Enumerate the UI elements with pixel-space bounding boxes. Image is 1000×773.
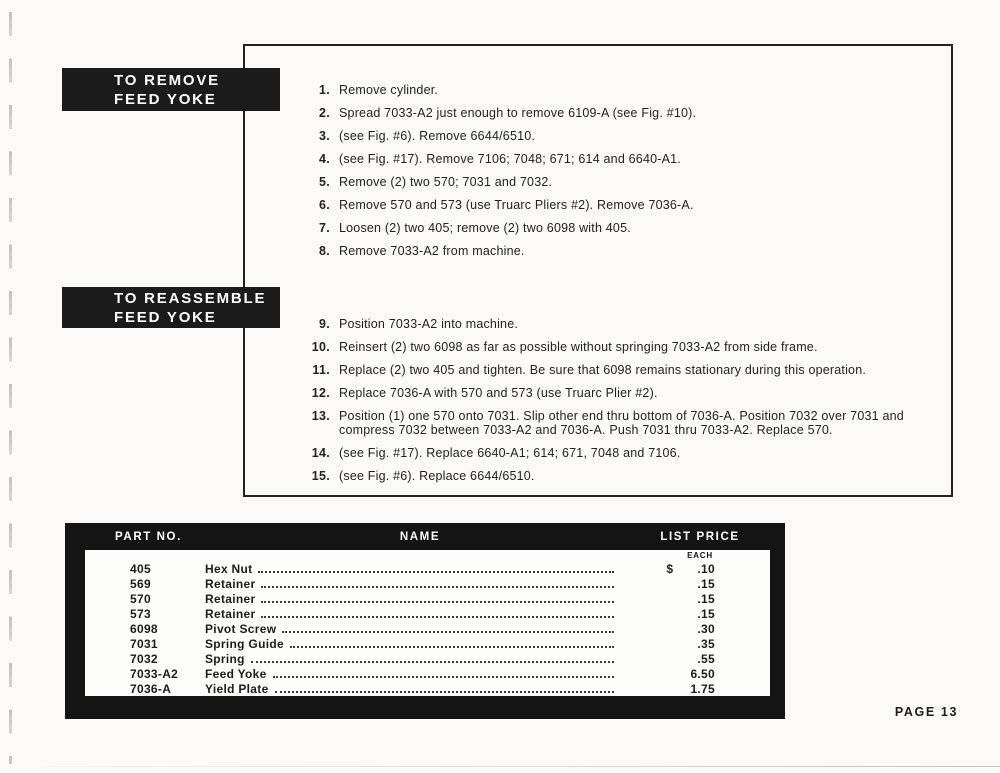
- step-number: 13.: [311, 409, 330, 423]
- cell-part-no: 7031: [130, 637, 158, 651]
- remove-steps-list: [300, 83, 936, 267]
- step-item: [300, 152, 936, 166]
- cell-price: [620, 652, 715, 667]
- cell-price: [620, 592, 715, 607]
- cell-name: [205, 577, 620, 592]
- step-text: Replace (2) two 405 and tighten. Be sure that 6098 remains stationary during this operation.: [339, 363, 867, 377]
- table-row: [85, 637, 770, 652]
- dot-leader: [290, 646, 614, 648]
- cell-name: [205, 592, 620, 607]
- part-name-text: Spring: [205, 652, 245, 666]
- step-number: 15.: [311, 469, 330, 483]
- section-title-line: FEED YOKE: [114, 308, 217, 326]
- step-item: [300, 221, 936, 235]
- step-item: [300, 198, 936, 212]
- price-value: .15: [697, 592, 715, 606]
- column-header-list-price: LIST PRICE: [660, 530, 740, 543]
- each-label: EACH: [687, 551, 713, 560]
- table-row: [85, 577, 770, 592]
- step-number: 3.: [318, 129, 330, 143]
- section-title-line: FEED YOKE: [114, 90, 217, 108]
- step-item: [300, 175, 936, 189]
- part-name-text: Retainer: [205, 607, 256, 621]
- price-value: 6.50: [690, 667, 715, 681]
- table-row: [85, 652, 770, 667]
- cell-part-no: 7032: [130, 652, 158, 666]
- price-value: .35: [697, 637, 715, 651]
- step-number: 8.: [318, 244, 330, 258]
- table-row: [85, 622, 770, 637]
- dot-leader: [258, 571, 614, 573]
- parts-price-table: [65, 523, 785, 719]
- parts-table-header: [65, 523, 785, 550]
- cell-name: [205, 562, 620, 577]
- cell-price: [620, 607, 715, 622]
- cell-name: [205, 652, 620, 667]
- column-header-name: NAME: [399, 530, 441, 543]
- price-value: .10: [697, 562, 715, 576]
- cell-price: [620, 682, 715, 697]
- step-number: 2.: [318, 106, 330, 120]
- step-text: Spread 7033-A2 just enough to remove 6109-A (see Fig. #10).: [339, 106, 697, 120]
- dot-leader: [261, 616, 614, 618]
- step-item: [300, 363, 936, 377]
- dot-leader: [261, 601, 614, 603]
- step-number: 4.: [318, 152, 330, 166]
- step-text: Position (1) one 570 onto 7031. Slip other end thru bottom of 7036-A. Position 7032 over 7031 and compress 7032 between 7033-A2 and 7036-A. Push 7031 thru 7033-A2. Replace 570.: [339, 409, 904, 437]
- cell-part-no: 7033-A2: [130, 667, 179, 681]
- part-name-text: Retainer: [205, 577, 256, 591]
- cell-price: [620, 637, 715, 652]
- parts-table-body-panel: [85, 550, 770, 696]
- parts-table-rows: [85, 562, 770, 697]
- table-row: [85, 562, 770, 577]
- step-item: [300, 446, 936, 460]
- price-value: 1.75: [690, 682, 715, 696]
- table-row: [85, 682, 770, 697]
- dot-leader: [261, 586, 614, 588]
- cell-part-no: 570: [130, 592, 151, 606]
- section-title-line: TO REMOVE: [114, 71, 220, 89]
- cell-name: [205, 667, 620, 682]
- column-header-part-no: PART NO.: [115, 530, 182, 543]
- step-number: 1.: [318, 83, 330, 97]
- step-item: [300, 469, 936, 483]
- cell-name: [205, 622, 620, 637]
- step-number: 6.: [318, 198, 330, 212]
- price-value: .15: [697, 577, 715, 591]
- dot-leader: [251, 661, 614, 663]
- step-item: [300, 106, 936, 120]
- step-text: Remove cylinder.: [339, 83, 439, 97]
- cell-part-no: 405: [130, 562, 151, 576]
- cell-name: [205, 607, 620, 622]
- step-item: [300, 129, 936, 143]
- step-text: (see Fig. #6). Remove 6644/6510.: [339, 129, 536, 143]
- step-item: [300, 244, 936, 258]
- step-text: (see Fig. #17). Replace 6640-A1; 614; 671, 7048 and 7106.: [339, 446, 681, 460]
- step-number: 10.: [311, 340, 330, 354]
- step-text: Remove (2) two 570; 7031 and 7032.: [339, 175, 553, 189]
- step-item: [300, 83, 936, 97]
- dot-leader: [282, 631, 614, 633]
- currency-symbol: $: [666, 562, 673, 576]
- step-text: Reinsert (2) two 6098 as far as possible without springing 7033-A2 from side frame.: [339, 340, 818, 354]
- price-value: .15: [697, 607, 715, 621]
- price-value: .55: [697, 652, 715, 666]
- step-number: 5.: [318, 175, 330, 189]
- step-number: 9.: [318, 317, 330, 331]
- part-name-text: Yield Plate: [205, 682, 269, 696]
- table-row: [85, 667, 770, 682]
- cell-price: [620, 562, 715, 577]
- step-text: Replace 7036-A with 570 and 573 (use Truarc Plier #2).: [339, 386, 658, 400]
- part-name-text: Retainer: [205, 592, 256, 606]
- part-name-text: Feed Yoke: [205, 667, 267, 681]
- page-number: PAGE 13: [894, 705, 958, 719]
- cell-name: [205, 682, 620, 697]
- reassemble-steps-list: [300, 317, 936, 492]
- table-row: [85, 592, 770, 607]
- cell-part-no: 573: [130, 607, 151, 621]
- step-text: Remove 570 and 573 (use Truarc Pliers #2). Remove 7036-A.: [339, 198, 694, 212]
- cell-price: [620, 667, 715, 682]
- part-name-text: Spring Guide: [205, 637, 284, 651]
- step-number: 14.: [311, 446, 330, 460]
- part-name-text: Hex Nut: [205, 562, 253, 576]
- step-item: [300, 409, 936, 437]
- dot-leader: [273, 676, 614, 678]
- step-item: [300, 317, 936, 331]
- section-title-line: TO REASSEMBLE: [114, 289, 267, 307]
- step-text: Loosen (2) two 405; remove (2) two 6098 with 405.: [339, 221, 631, 235]
- cell-part-no: 7036-A: [130, 682, 172, 696]
- scan-edge-shadow: [40, 766, 1000, 767]
- cell-part-no: 569: [130, 577, 151, 591]
- step-number: 7.: [318, 221, 330, 235]
- step-text: Remove 7033-A2 from machine.: [339, 244, 525, 258]
- step-text: Position 7033-A2 into machine.: [339, 317, 519, 331]
- cell-name: [205, 637, 620, 652]
- step-item: [300, 386, 936, 400]
- step-number: 11.: [312, 363, 330, 377]
- step-item: [300, 340, 936, 354]
- section-header-reassemble-feed-yoke: [62, 287, 280, 328]
- price-value: .30: [697, 622, 715, 636]
- step-text: (see Fig. #6). Replace 6644/6510.: [339, 469, 535, 483]
- step-text: (see Fig. #17). Remove 7106; 7048; 671; 614 and 6640-A1.: [339, 152, 681, 166]
- dot-leader: [275, 691, 614, 693]
- cell-price: [620, 622, 715, 637]
- step-number: 12.: [311, 386, 330, 400]
- part-name-text: Pivot Screw: [205, 622, 277, 636]
- table-row: [85, 607, 770, 622]
- cell-price: [620, 577, 715, 592]
- spiral-binding-marks: [9, 12, 12, 764]
- section-header-remove-feed-yoke: [62, 68, 280, 111]
- cell-part-no: 6098: [130, 622, 158, 636]
